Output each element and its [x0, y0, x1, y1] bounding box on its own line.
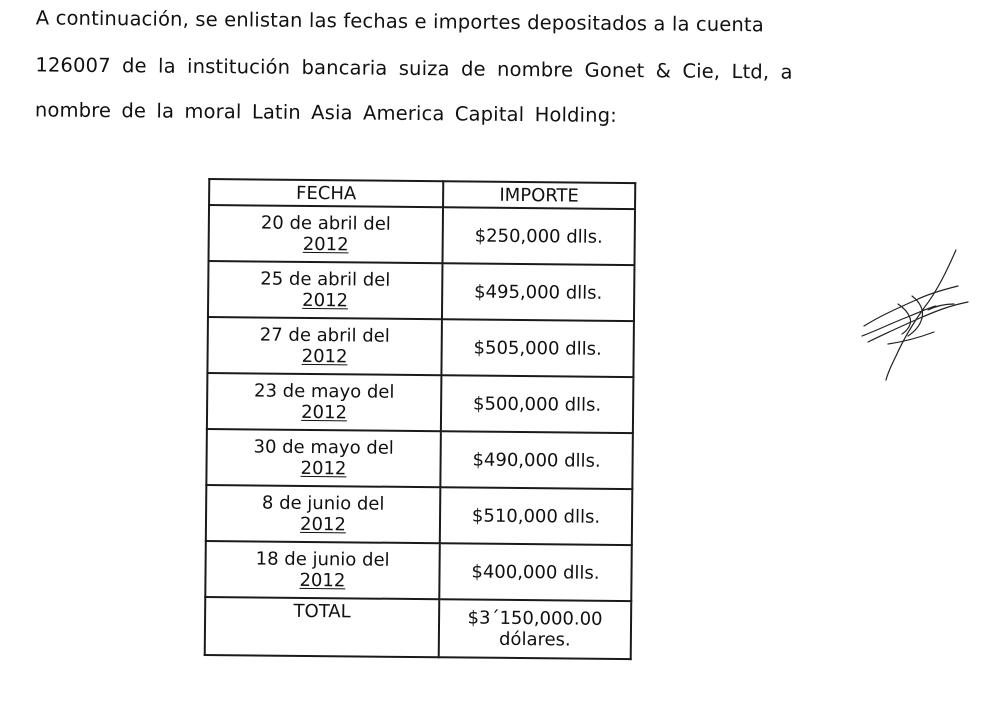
intro-text-line-3: nombre de la moral Latin Asia America Capital Holding:	[34, 98, 618, 127]
amount-cell: $490,000 dlls.	[440, 431, 633, 489]
date-cell	[208, 261, 443, 319]
total-amount: $3´150,000.00	[467, 607, 603, 630]
amount-cell: $250,000 dlls.	[442, 207, 635, 265]
year-text: 2012	[301, 345, 348, 368]
date-text: 30 de mayo del	[253, 436, 394, 459]
table-row	[208, 261, 635, 321]
year-text: 2012	[300, 457, 347, 480]
date-cell	[209, 205, 444, 263]
date-cell	[206, 485, 441, 543]
table-row	[205, 541, 632, 601]
amount-cell: $400,000 dlls.	[439, 543, 632, 601]
date-cell	[207, 373, 442, 431]
amount-cell: $495,000 dlls.	[442, 263, 635, 321]
deposits-table	[204, 178, 637, 660]
date-text: 20 de abril del	[260, 212, 391, 235]
date-text: 18 de junio del	[255, 548, 390, 571]
amount-cell: $500,000 dlls.	[441, 375, 634, 433]
date-cell	[205, 541, 440, 599]
total-unit: dólares.	[498, 628, 571, 651]
header-fecha: FECHA	[209, 179, 443, 207]
table-row	[206, 485, 633, 545]
intro-text-line-2: 126007 de la institución bancaria suiza de nombre Gonet & Cie, Ltd, a	[35, 53, 793, 84]
handwritten-signature-icon	[858, 246, 974, 386]
total-amount-cell	[439, 599, 632, 659]
header-importe: IMPORTE	[443, 181, 635, 209]
year-text: 2012	[301, 401, 348, 424]
date-cell	[206, 429, 441, 487]
date-text: 8 de junio del	[261, 492, 385, 515]
date-text: 23 de mayo del	[254, 380, 395, 403]
total-label: TOTAL	[205, 597, 440, 657]
amount-cell: $510,000 dlls.	[440, 487, 633, 545]
year-text: 2012	[302, 233, 349, 256]
table-header-row	[209, 179, 635, 209]
year-text: 2012	[299, 513, 346, 536]
date-text: 27 de abril del	[259, 324, 390, 347]
total-row	[205, 597, 632, 659]
table-row	[207, 373, 634, 433]
table-row	[207, 317, 634, 377]
date-text: 25 de abril del	[260, 268, 391, 291]
year-text: 2012	[299, 569, 346, 592]
intro-text-line-1: A continuación, se enlistan las fechas e importes depositados a la cuenta	[35, 6, 765, 37]
year-text: 2012	[302, 289, 349, 312]
table-row	[206, 429, 633, 489]
amount-cell: $505,000 dlls.	[441, 319, 634, 377]
date-cell	[207, 317, 442, 375]
table-row	[209, 205, 636, 265]
